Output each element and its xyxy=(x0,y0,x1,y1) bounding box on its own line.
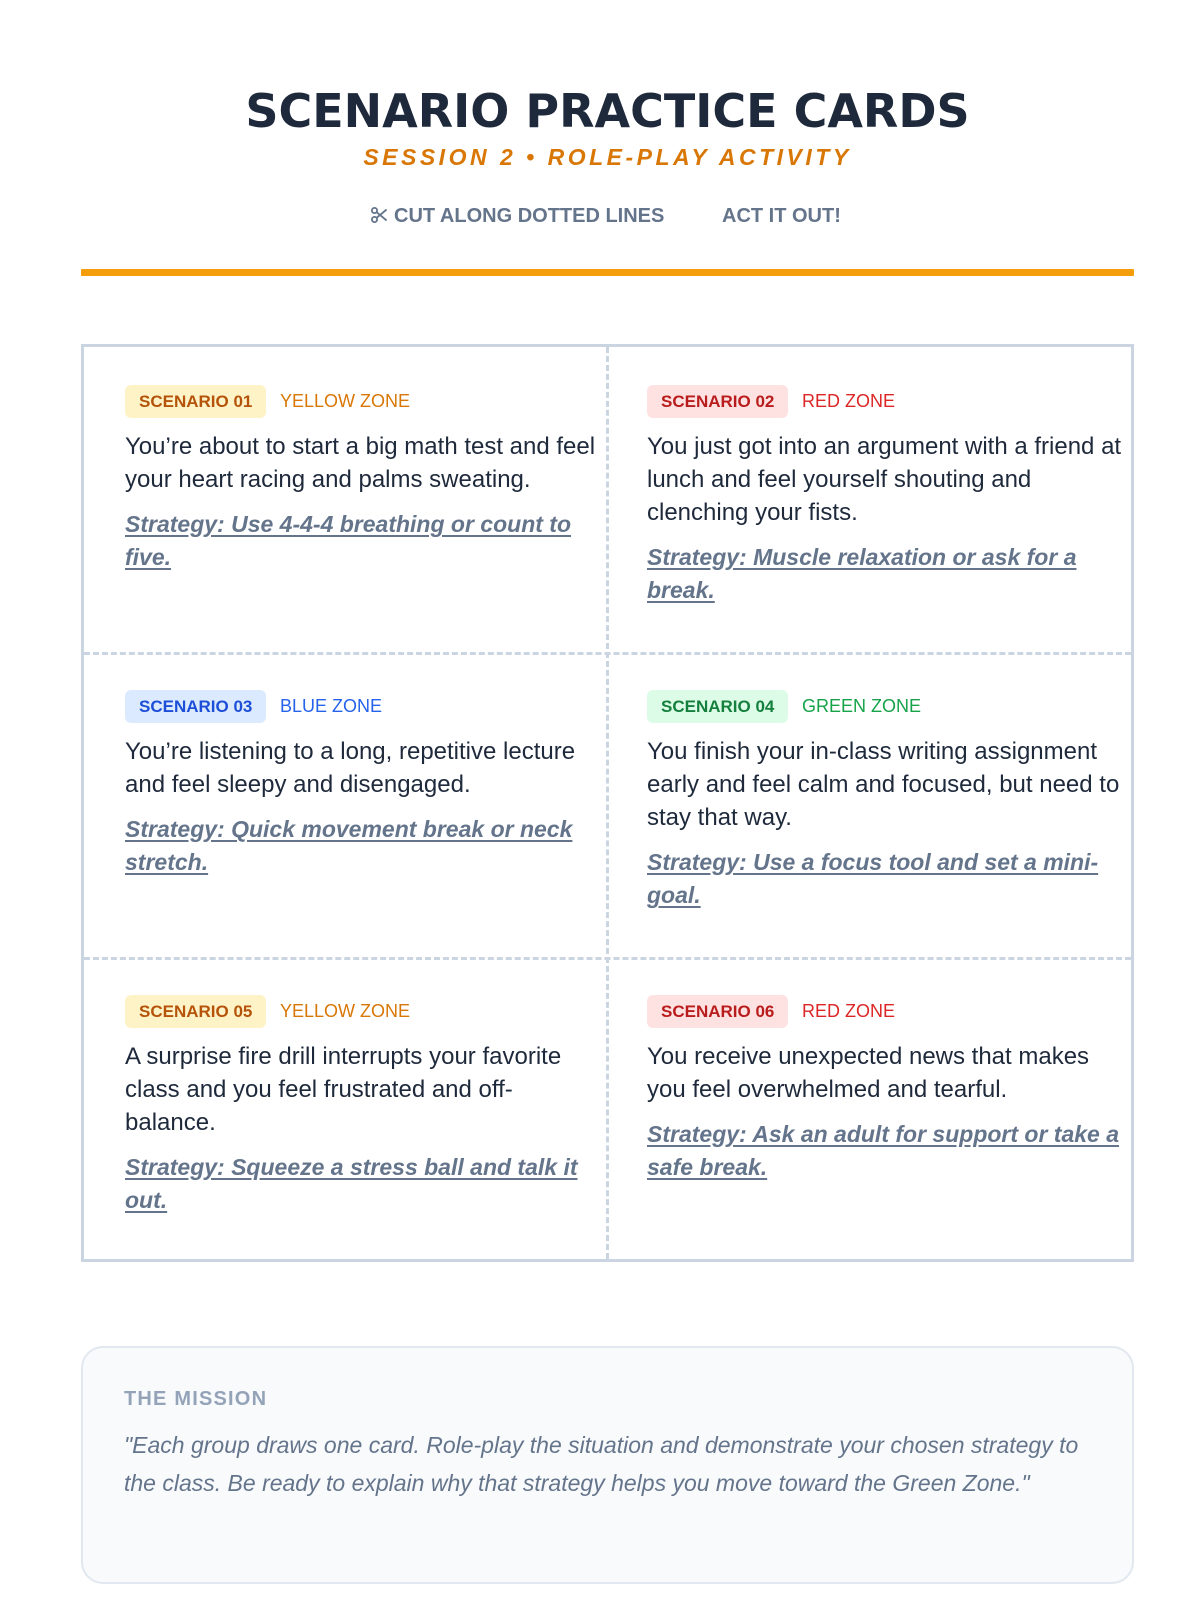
zone-label: RED ZONE xyxy=(802,1001,896,1021)
scenario-badge: SCENARIO 05 xyxy=(125,995,266,1028)
scenario-badge: SCENARIO 03 xyxy=(125,690,266,723)
instructions-row xyxy=(81,202,1134,230)
zone-label: GREEN ZONE xyxy=(802,696,922,716)
scissors-icon xyxy=(370,206,388,224)
zone-label: BLUE ZONE xyxy=(280,696,383,716)
page-header xyxy=(81,0,1134,276)
cut-instruction xyxy=(370,202,664,230)
zone-label: YELLOW ZONE xyxy=(280,1001,411,1021)
mission-text: "Each group draws one card. Role-play the situation and demonstrate your chosen strategy to the class. Be ready to explain why that strategy helps you move toward the Green Zone." xyxy=(124,1432,1079,1496)
strategy-text: Strategy: Use 4-4-4 breathing or count to five. xyxy=(125,511,572,570)
scenario-card xyxy=(647,995,1122,1184)
scenario-text: You’re listening to a long, repetitive lecture and feel sleepy and disengaged. xyxy=(125,738,576,798)
header-divider xyxy=(81,269,1134,276)
mission-title: THE MISSION xyxy=(124,1388,268,1410)
cut-label: CUT ALONG DOTTED LINES xyxy=(394,205,665,227)
scenario-badge: SCENARIO 02 xyxy=(647,385,788,418)
strategy-text: Strategy: Muscle relaxation or ask for a break. xyxy=(647,544,1077,603)
strategy-text: Strategy: Squeeze a stress ball and talk it out. xyxy=(125,1154,578,1213)
zone-label: RED ZONE xyxy=(802,391,896,411)
scenario-card xyxy=(125,385,600,574)
card-grid xyxy=(81,344,1134,1262)
strategy-text: Strategy: Ask an adult for support or take a safe break. xyxy=(647,1121,1120,1180)
scenario-badge: SCENARIO 06 xyxy=(647,995,788,1028)
cut-line-horizontal xyxy=(84,957,1131,960)
page-subtitle: SESSION 2 • ROLE-PLAY ACTIVITY xyxy=(363,144,852,170)
zone-label: YELLOW ZONE xyxy=(280,391,411,411)
scenario-badge: SCENARIO 01 xyxy=(125,385,266,418)
mission-box xyxy=(81,1346,1134,1584)
scenario-card xyxy=(647,385,1122,607)
scenario-card xyxy=(125,995,600,1217)
scenario-text: You receive unexpected news that makes you feel overwhelmed and tearful. xyxy=(647,1043,1090,1103)
scenario-card xyxy=(647,690,1122,912)
scenario-text: A surprise fire drill interrupts your favorite class and you feel frustrated and off-balance. xyxy=(125,1043,562,1136)
scenario-badge: SCENARIO 04 xyxy=(647,690,788,723)
cut-line-horizontal xyxy=(84,652,1131,655)
scenario-text: You just got into an argument with a friend at lunch and feel yourself shouting and clenching your fists. xyxy=(647,433,1122,526)
scenario-text: You finish your in-class writing assignment early and feel calm and focused, but need to stay that way. xyxy=(647,738,1120,831)
strategy-text: Strategy: Use a focus tool and set a mini-goal. xyxy=(647,849,1099,908)
scenario-card xyxy=(125,690,600,879)
cut-line-vertical xyxy=(606,347,609,1259)
page-title: SCENARIO PRACTICE CARDS xyxy=(245,84,970,138)
act-label: ACT IT OUT! xyxy=(722,205,841,227)
scenario-text: You’re about to start a big math test and feel your heart racing and palms sweating. xyxy=(125,433,596,493)
strategy-text: Strategy: Quick movement break or neck stretch. xyxy=(125,816,573,875)
